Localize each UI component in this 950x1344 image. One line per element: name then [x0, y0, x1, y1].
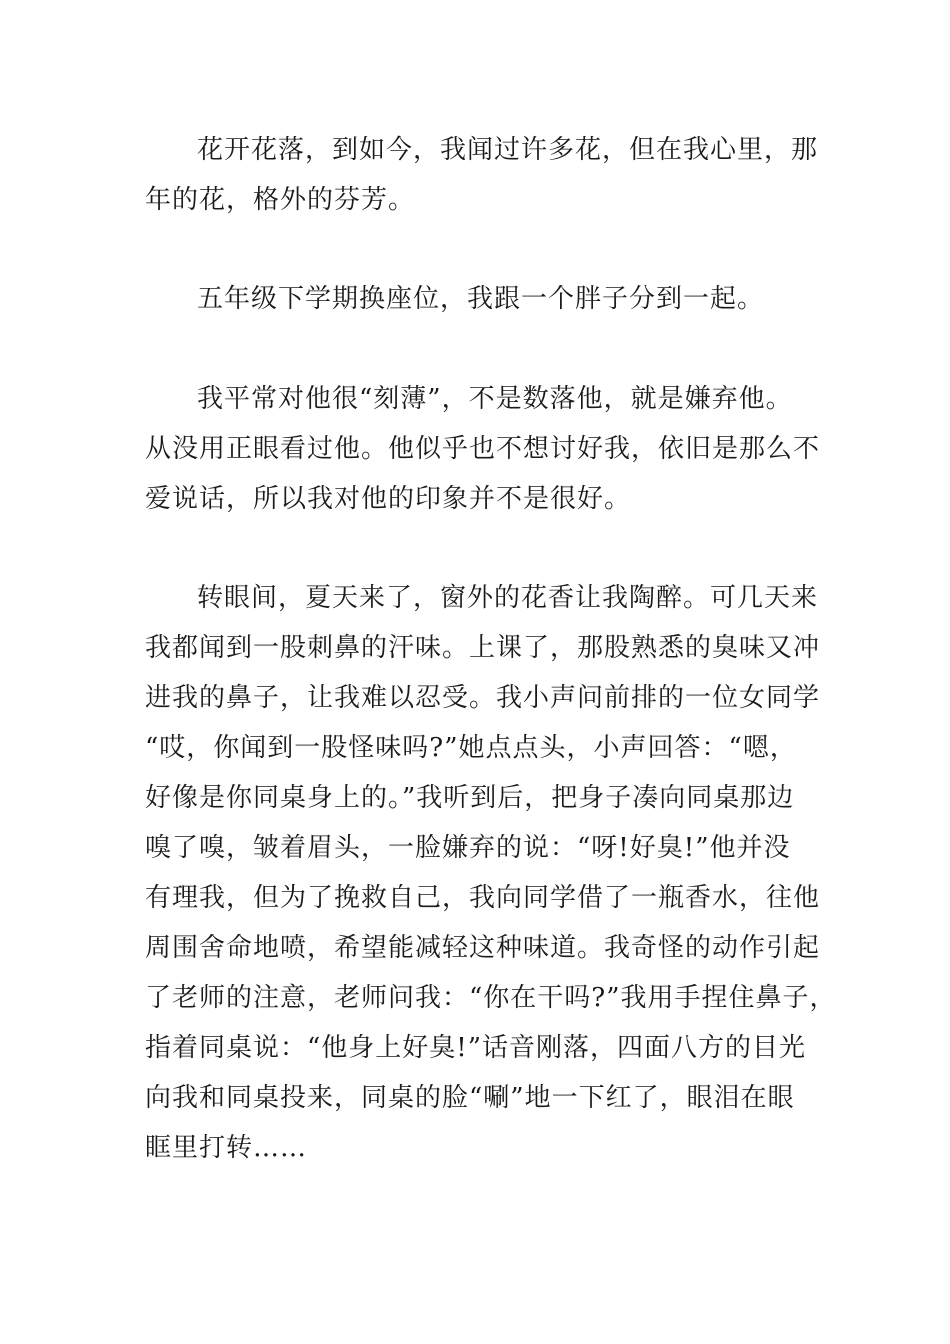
paragraph-4-line-7: 有理我，但为了挽救自己，我向同学借了一瓶香水，往他 — [145, 883, 821, 913]
paragraph-4-line-3: 进我的鼻子，让我难以忍受。我小声问前排的一位女同学 — [145, 683, 821, 713]
paragraph-4-line-11: 向我和同桌投来，同桌的脸“唰”地一下红了，眼泪在眼 — [145, 1083, 795, 1113]
paragraph-3-line-1: 我平常对他很“刻薄”，不是数落他，就是嫌弃他。 — [197, 384, 793, 414]
paragraph-4-line-10: 指着同桌说：“他身上好臭!”话音刚落，四面八方的目光 — [145, 1033, 807, 1063]
paragraph-3-line-3: 爱说话，所以我对他的印象并不是很好。 — [145, 484, 632, 514]
paragraph-1-line-2: 年的花，格外的芬芳。 — [145, 185, 416, 215]
paragraph-1-line-1: 花开花落，到如今，我闻过许多花，但在我心里，那 — [197, 135, 819, 165]
paragraph-4-line-4: “哎，你闻到一股怪味吗?”她点点头，小声回答：“嗯， — [145, 733, 797, 763]
paragraph-4-line-6: 嗅了嗅，皱着眉头，一脸嫌弃的说：“呀!好臭!”他并没 — [145, 833, 791, 863]
paragraph-4-line-8: 周围舍命地喷，希望能减轻这种味道。我奇怪的动作引起 — [145, 933, 821, 963]
paragraph-4-line-1: 转眼间，夏天来了，窗外的花香让我陶醉。可几天来 — [197, 583, 819, 613]
paragraph-2-line-1: 五年级下学期换座位，我跟一个胖子分到一起。 — [197, 284, 765, 314]
paragraph-4-line-5: 好像是你同桌身上的。”我听到后，把身子凑向同桌那边 — [145, 783, 795, 813]
paragraph-4-line-12: 眶里打转…… — [145, 1133, 308, 1163]
paragraph-4-line-9: 了老师的注意，老师问我：“你在干吗?”我用手捏住鼻子， — [145, 983, 837, 1013]
paragraph-4-line-2: 我都闻到一股刺鼻的汗味。上课了，那股熟悉的臭味又冲 — [145, 633, 821, 663]
paragraph-3-line-2: 从没用正眼看过他。他似乎也不想讨好我，依旧是那么不 — [145, 434, 821, 464]
